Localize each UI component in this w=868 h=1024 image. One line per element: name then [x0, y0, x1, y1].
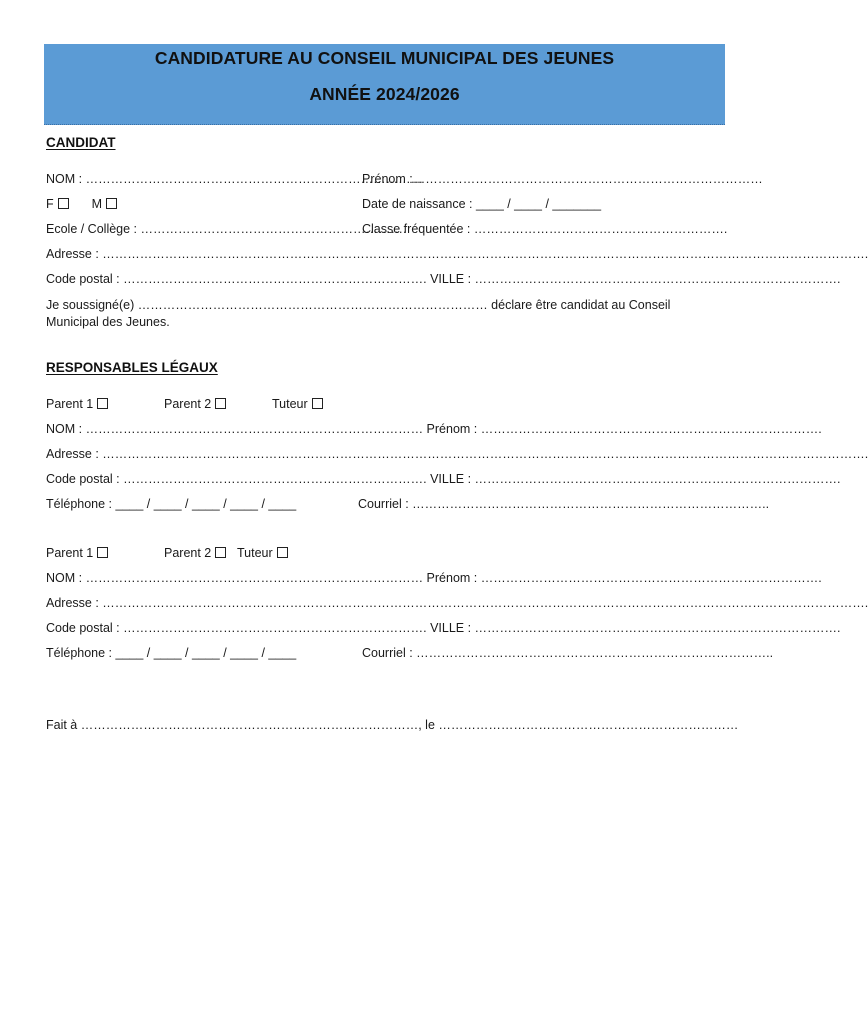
guardian1-tuteur-choice [272, 397, 323, 412]
candidat-birthdate-field[interactable]: Date de naissance : ____ / ____ / _______ [362, 197, 602, 211]
form-title: CANDIDATURE AU CONSEIL MUNICIPAL DES JEUNES [154, 48, 615, 68]
guardian2-tuteur-checkbox[interactable] [277, 547, 288, 558]
guardian1-parent2-choice [164, 397, 226, 412]
sex-f-label: F [46, 197, 54, 211]
sex-m-checkbox[interactable] [106, 198, 117, 209]
candidat-class-field[interactable]: Classe fréquentée : ……………………………………………………. [362, 222, 728, 236]
guardian1-parent1-checkbox[interactable] [97, 398, 108, 409]
candidat-nom-field[interactable]: NOM : ……………………………………………………………………… [46, 172, 424, 186]
guardian2-parent2-choice [164, 546, 288, 561]
guardian1-name-field[interactable]: NOM : ……………………………………………………………………… Prénom : ………………………………………………………………………. [46, 422, 822, 436]
candidat-address-field[interactable]: Adresse : …………………………………………………………………………………………………………………………………………………………………. [46, 247, 868, 261]
guardian2-tuteur-label: Tuteur [237, 546, 273, 560]
guardian2-postal-city-field[interactable]: Code postal : ………………………………………………………………. VILLE : ……………………………………………………………………………. [46, 621, 841, 635]
signature-place-date-field[interactable]: Fait à ………………………………………………………………………, le ……………………………………………………………… [46, 718, 739, 732]
section-title-candidat: CANDIDAT [46, 135, 116, 150]
sex-choice [46, 197, 117, 212]
guardian1-parent1-label: Parent 1 [46, 397, 94, 411]
form-header [44, 44, 725, 125]
guardian2-parent2-checkbox[interactable] [215, 547, 226, 558]
guardian2-parent1-choice [46, 546, 108, 561]
candidat-prenom-field[interactable]: Prénom :………………………………………………………………………… [362, 172, 763, 186]
guardian1-tuteur-checkbox[interactable] [312, 398, 323, 409]
candidat-school-field[interactable]: Ecole / Collège : ………………………………………………………. [46, 222, 407, 236]
form-year: ANNÉE 2024/2026 [309, 84, 460, 104]
guardian2-email-field[interactable]: Courriel : ………………………………………………………………………….. [362, 646, 774, 660]
guardian1-parent2-label: Parent 2 [164, 397, 212, 411]
guardian2-parent1-checkbox[interactable] [97, 547, 108, 558]
guardian2-phone-field[interactable]: Téléphone : ____ / ____ / ____ / ____ / ____ [46, 646, 297, 660]
guardian1-parent2-checkbox[interactable] [215, 398, 226, 409]
candidat-postal-city-field[interactable]: Code postal : ………………………………………………………………. VILLE : ……………………………………………………………………………. [46, 272, 841, 286]
guardian1-type-choice [46, 397, 108, 412]
section-title-responsables: RESPONSABLES LÉGAUX [46, 360, 218, 375]
guardian2-parent2-label: Parent 2 [164, 546, 212, 560]
candidat-declaration[interactable]: Je soussigné(e) ………………………………………………………………………… déclare être candidat au Conseil Municipal des Jeunes. [46, 298, 671, 329]
guardian1-email-field[interactable]: Courriel : ………………………………………………………………………….. [358, 497, 770, 511]
sex-m-label: M [91, 197, 103, 211]
guardian2-name-field[interactable]: NOM : ……………………………………………………………………… Prénom : ………………………………………………………………………. [46, 571, 822, 585]
guardian2-address-field[interactable]: Adresse : …………………………………………………………………………………………………………………………………………………………………. [46, 596, 868, 610]
sex-f-checkbox[interactable] [58, 198, 69, 209]
guardian1-phone-field[interactable]: Téléphone : ____ / ____ / ____ / ____ / ____ [46, 497, 297, 511]
guardian2-parent1-label: Parent 1 [46, 546, 94, 560]
guardian1-tuteur-label: Tuteur [272, 397, 308, 411]
guardian1-postal-city-field[interactable]: Code postal : ………………………………………………………………. VILLE : ……………………………………………………………………………. [46, 472, 841, 486]
guardian1-address-field[interactable]: Adresse : …………………………………………………………………………………………………………………………………………………………………. [46, 447, 868, 461]
